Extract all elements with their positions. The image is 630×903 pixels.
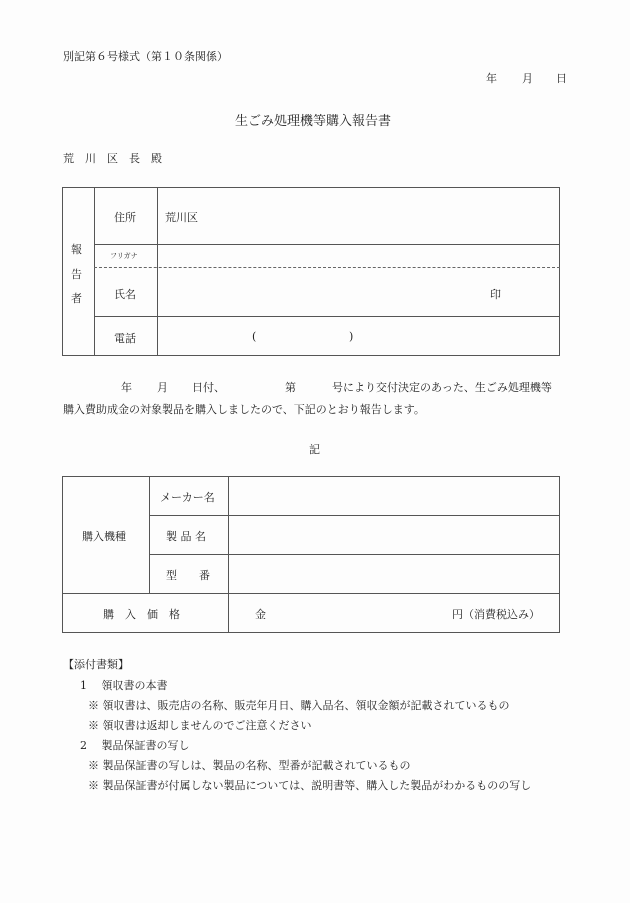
body-year: 年 bbox=[121, 381, 132, 394]
date-day: 日 bbox=[556, 72, 567, 85]
type-field[interactable] bbox=[232, 557, 556, 590]
body-day: 日付、 bbox=[192, 381, 225, 394]
furigana-field[interactable] bbox=[160, 246, 556, 265]
body-no: 第 bbox=[285, 381, 296, 394]
phone-paren-close: ) bbox=[349, 330, 354, 343]
ki-heading: 記 bbox=[309, 443, 320, 456]
side-label-1: 報 bbox=[71, 243, 82, 256]
type-label: 型 番 bbox=[166, 569, 210, 582]
attachment-item-1: 1 領収書の本書 bbox=[80, 679, 168, 692]
address-label: 住所 bbox=[114, 211, 136, 224]
attachments-heading: 【添付書類】 bbox=[63, 658, 129, 671]
price-label: 購 入 価 格 bbox=[103, 608, 180, 621]
maker-label: メーカー名 bbox=[160, 491, 215, 504]
side-label-3: 者 bbox=[71, 292, 82, 305]
name-field[interactable] bbox=[160, 272, 480, 312]
price-field[interactable] bbox=[272, 597, 447, 629]
name-label: 氏名 bbox=[114, 288, 136, 301]
body-month: 月 bbox=[157, 381, 168, 394]
body-line2: 購入費助成金の対象製品を購入しましたので、下記のとおり報告します。 bbox=[63, 403, 425, 416]
attachment-item-2: 2 製品保証書の写し bbox=[80, 739, 190, 752]
page-title: 生ごみ処理機等購入報告書 bbox=[235, 114, 392, 129]
price-prefix: 金 bbox=[255, 608, 266, 621]
addressee: 荒 川 区 長 殿 bbox=[63, 152, 162, 165]
date-month: 月 bbox=[522, 72, 533, 85]
body-line1-rest: 号により交付決定のあった、生ごみ処理機等 bbox=[332, 381, 552, 394]
maker-field[interactable] bbox=[232, 479, 556, 512]
attachment-note-1-2: ※ 領収書は返却しませんのでご注意ください bbox=[88, 719, 312, 732]
seal-mark: 印 bbox=[490, 288, 501, 301]
phone-paren-open: ( bbox=[252, 330, 257, 343]
product-field[interactable] bbox=[232, 518, 556, 551]
attachment-note-1-1: ※ 領収書は、販売店の名称、販売年月日、購入品名、領収金額が記載されているもの bbox=[88, 699, 510, 712]
attachment-note-2-1: ※ 製品保証書の写しは、製品の名称、型番が記載されているもの bbox=[88, 759, 411, 772]
price-suffix: 円（消費税込み） bbox=[452, 608, 540, 621]
side-label-2: 告 bbox=[71, 268, 82, 281]
model-label: 購入機種 bbox=[82, 530, 126, 543]
address-field[interactable]: 荒川区 bbox=[165, 211, 198, 224]
date-year: 年 bbox=[486, 72, 497, 85]
attachment-note-2-2: ※ 製品保証書が付属しない製品については、説明書等、購入した製品がわかるものの写し bbox=[88, 779, 532, 792]
phone-field[interactable] bbox=[160, 320, 556, 352]
furigana-label: フリガナ bbox=[110, 252, 138, 260]
product-label: 製 品 名 bbox=[166, 530, 206, 543]
phone-label: 電話 bbox=[114, 332, 136, 345]
form-label: 別記第６号様式（第１０条関係） bbox=[63, 50, 228, 63]
